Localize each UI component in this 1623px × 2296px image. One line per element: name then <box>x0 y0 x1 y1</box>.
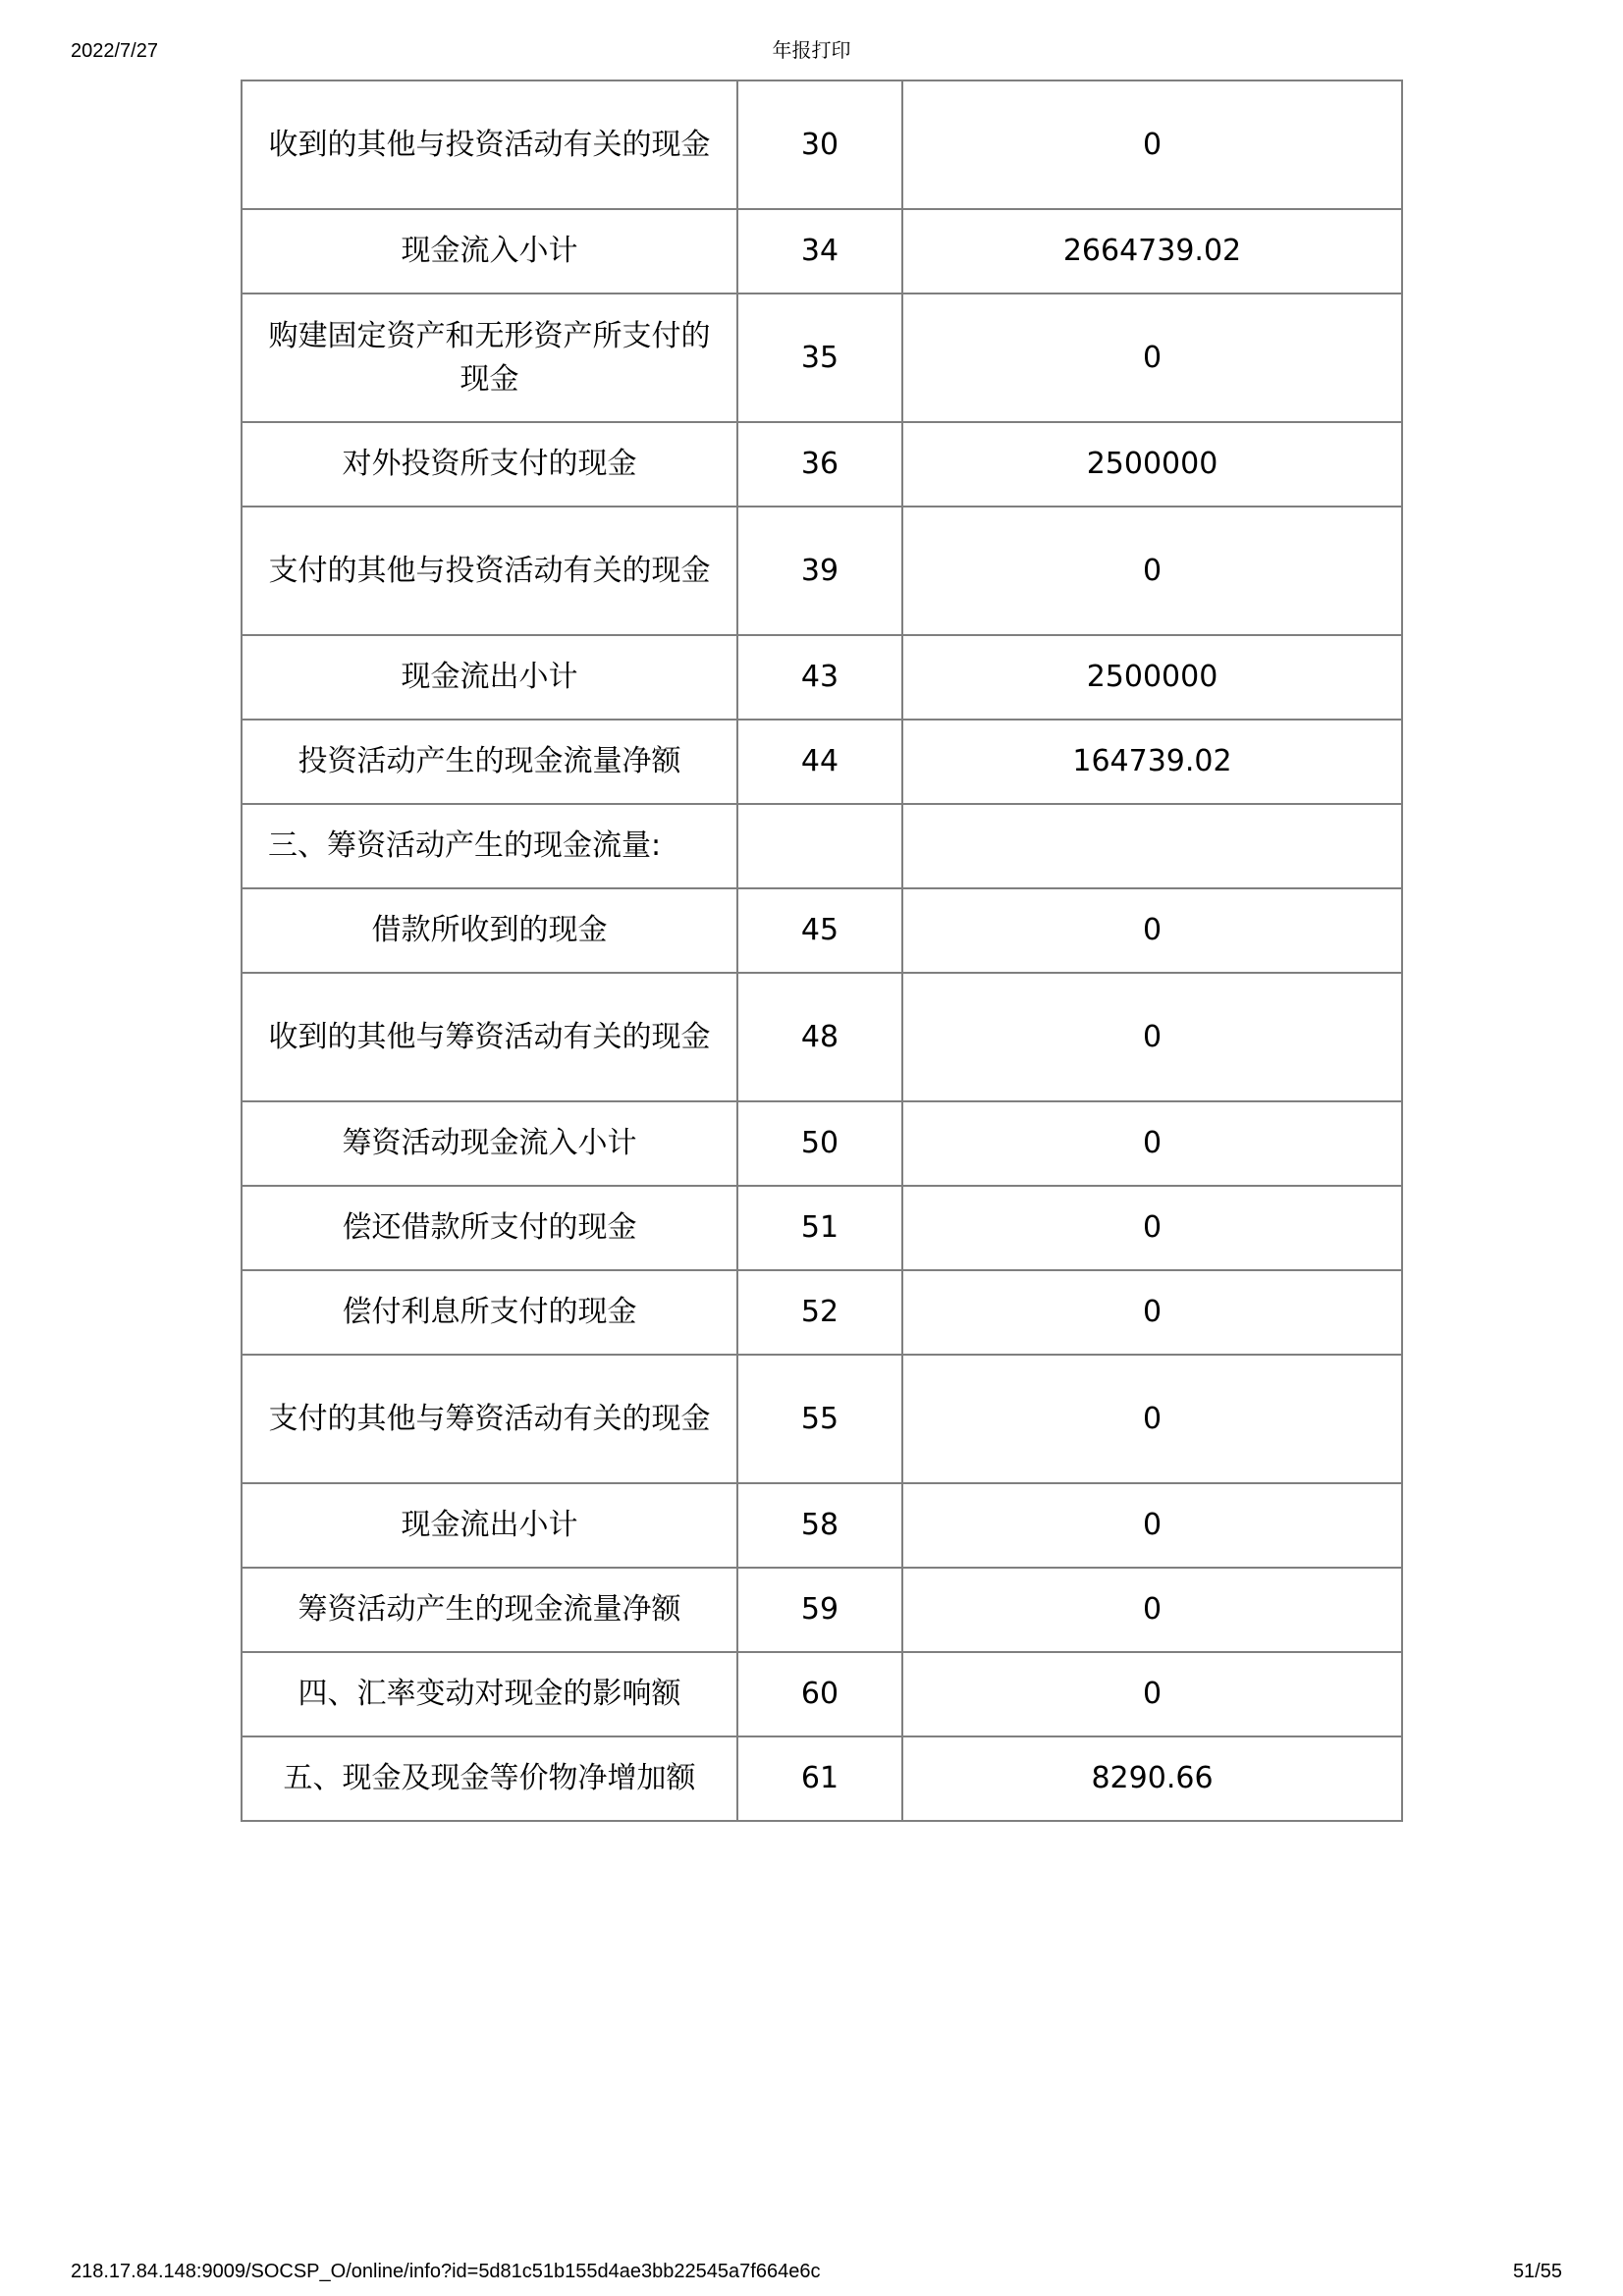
line-number: 58 <box>737 1483 902 1568</box>
amount-value: 0 <box>902 1101 1402 1186</box>
line-number: 35 <box>737 294 902 422</box>
amount-value: 0 <box>902 507 1402 635</box>
line-number: 45 <box>737 888 902 973</box>
line-number: 34 <box>737 209 902 294</box>
line-number: 36 <box>737 422 902 507</box>
item-label: 借款所收到的现金 <box>242 888 737 973</box>
line-number: 59 <box>737 1568 902 1652</box>
table-row <box>242 507 1402 635</box>
item-label: 现金流入小计 <box>242 209 737 294</box>
table-row <box>242 1483 1402 1568</box>
item-label: 购建固定资产和无形资产所支付的现金 <box>242 294 737 422</box>
item-label: 支付的其他与筹资活动有关的现金 <box>242 1355 737 1483</box>
amount-value: 0 <box>902 1186 1402 1270</box>
table-row <box>242 888 1402 973</box>
line-number: 55 <box>737 1355 902 1483</box>
line-number: 30 <box>737 80 902 209</box>
amount-value: 164739.02 <box>902 720 1402 804</box>
item-label: 筹资活动产生的现金流量净额 <box>242 1568 737 1652</box>
item-label: 收到的其他与筹资活动有关的现金 <box>242 973 737 1101</box>
line-number: 60 <box>737 1652 902 1736</box>
item-label: 现金流出小计 <box>242 635 737 720</box>
table-row <box>242 1270 1402 1355</box>
item-label: 偿还借款所支付的现金 <box>242 1186 737 1270</box>
line-number: 61 <box>737 1736 902 1821</box>
amount-value <box>902 804 1402 888</box>
amount-value: 0 <box>902 888 1402 973</box>
line-number: 51 <box>737 1186 902 1270</box>
item-label: 现金流出小计 <box>242 1483 737 1568</box>
amount-value: 2500000 <box>902 635 1402 720</box>
page-title: 年报打印 <box>772 40 851 62</box>
amount-value: 0 <box>902 1483 1402 1568</box>
item-label: 筹资活动现金流入小计 <box>242 1101 737 1186</box>
line-number: 44 <box>737 720 902 804</box>
table-row <box>242 422 1402 507</box>
table-row <box>242 635 1402 720</box>
table-row <box>242 1355 1402 1483</box>
item-label: 五、现金及现金等价物净增加额 <box>242 1736 737 1821</box>
line-number: 48 <box>737 973 902 1101</box>
line-number: 52 <box>737 1270 902 1355</box>
table-row <box>242 1736 1402 1821</box>
page-url: 218.17.84.148:9009/SOCSP_O/online/info?id=5d81c51b155d4ae3bb22545a7f664e6c <box>71 2261 821 2282</box>
table-row <box>242 1101 1402 1186</box>
table-row <box>242 80 1402 209</box>
table-row <box>242 1568 1402 1652</box>
amount-value: 0 <box>902 1270 1402 1355</box>
item-label: 四、汇率变动对现金的影响额 <box>242 1652 737 1736</box>
amount-value: 2500000 <box>902 422 1402 507</box>
line-number: 43 <box>737 635 902 720</box>
amount-value: 2664739.02 <box>902 209 1402 294</box>
item-label: 收到的其他与投资活动有关的现金 <box>242 80 737 209</box>
amount-value: 0 <box>902 1355 1402 1483</box>
section-label: 三、筹资活动产生的现金流量: <box>242 804 737 888</box>
amount-value: 8290.66 <box>902 1736 1402 1821</box>
amount-value: 0 <box>902 973 1402 1101</box>
item-label: 偿付利息所支付的现金 <box>242 1270 737 1355</box>
line-number: 39 <box>737 507 902 635</box>
item-label: 支付的其他与投资活动有关的现金 <box>242 507 737 635</box>
table-row <box>242 720 1402 804</box>
section-header-row <box>242 804 1402 888</box>
print-date: 2022/7/27 <box>71 40 158 62</box>
line-number <box>737 804 902 888</box>
table-row <box>242 973 1402 1101</box>
amount-value: 0 <box>902 80 1402 209</box>
item-label: 对外投资所支付的现金 <box>242 422 737 507</box>
amount-value: 0 <box>902 1652 1402 1736</box>
page-number: 51/55 <box>1512 2261 1562 2282</box>
amount-value: 0 <box>902 1568 1402 1652</box>
table-row <box>242 1186 1402 1270</box>
line-number: 50 <box>737 1101 902 1186</box>
amount-value: 0 <box>902 294 1402 422</box>
table-row <box>242 1652 1402 1736</box>
table-row <box>242 209 1402 294</box>
table-row <box>242 294 1402 422</box>
item-label: 投资活动产生的现金流量净额 <box>242 720 737 804</box>
cash-flow-table <box>241 80 1403 1822</box>
